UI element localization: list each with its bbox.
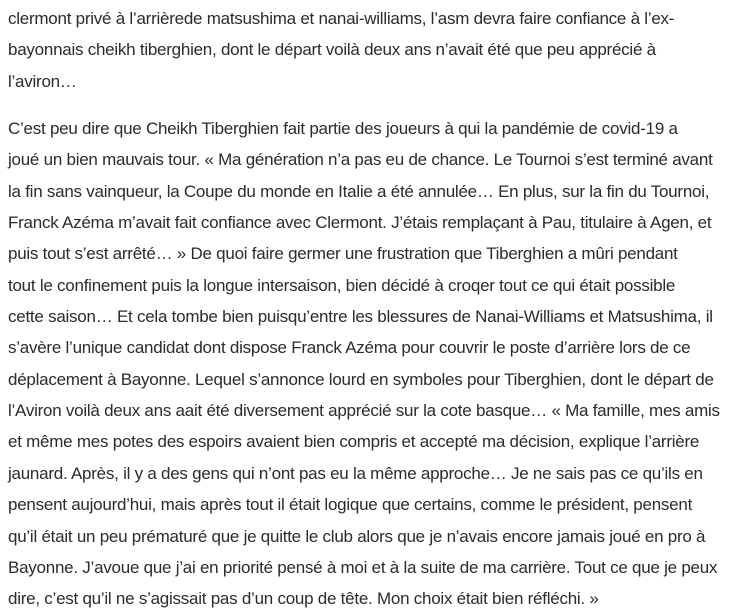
text-line: tout le confinement puis la longue intersaison, bien décidé à croqer tout ce qui était possible xyxy=(8,275,676,295)
text-line: pensent aujourd’hui, mais après tout il était logique que certains, comme le président, pensent xyxy=(8,495,693,515)
text-line: déplacement à Bayonne. Lequel s’annonce lourd en symboles pour Tiberghien, dont le départ de xyxy=(8,369,714,389)
text-line: cette saison… Et cela tombe bien puisqu’entre les blessures de Nanai-Williams et Matsushima, il xyxy=(8,307,713,327)
text-line: et même mes potes des espoirs avaient bien compris et accepté ma décision, explique l’arrière xyxy=(8,432,700,452)
text-line: puis tout s’est arrêté… » De quoi faire germer une frustration que Tiberghien a mûri pendant xyxy=(8,244,678,264)
text-line: C’est peu dire que Cheikh Tiberghien fait partie des joueurs à qui la pandémie de covid-19 a xyxy=(8,119,678,139)
text-line: Franck Azéma m’avait fait confiance avec Clermont. J’étais remplaçant à Pau, titulaire à Agen, et xyxy=(8,213,712,233)
text-line: s’avère l’unique candidat dont dispose Franck Azéma pour couvrir le poste d’arrière lors de ce xyxy=(8,338,691,358)
text-line: qu’il était un peu prématuré que je quitte le club alors que je n’avais encore jamais joué en pro à xyxy=(8,526,706,546)
text-line: jaunard. Après, il y a des gens qui n’ont pas eu la même approche… Je ne sais pas ce qu’ils en xyxy=(8,463,703,483)
paragraph-1 xyxy=(8,3,740,97)
text-line: clermont privé à l’arrièrede matsushima et nanai-williams, l’asm devra faire confiance à l’ex- xyxy=(8,9,675,28)
paragraph-2 xyxy=(8,113,740,612)
text-line: bayonnais cheikh tiberghien, dont le départ voilà deux ans n’avait été que peu apprécié à xyxy=(8,40,656,60)
text-line: l’aviron… xyxy=(8,71,77,91)
text-line: l’Aviron voilà deux ans aait été diversement apprécié sur la cote basque… « Ma famille, mes amis xyxy=(8,401,720,421)
text-line: dire, c’est qu’il ne s’agissait pas d’un coup de tête. Mon choix était bien réfléchi. » xyxy=(8,589,599,609)
text-line: joué un bien mauvais tour. « Ma génération n’a pas eu de chance. Le Tournoi s’est terminé avant xyxy=(8,150,713,170)
text-line: la fin sans vainqueur, la Coupe du monde en Italie a été annulée… En plus, sur la fin du Tournoi, xyxy=(8,181,710,201)
text-line: Bayonne. J’avoue que j’ai en priorité pensé à moi et à la suite de ma carrière. Tout ce que je peux xyxy=(8,557,718,577)
